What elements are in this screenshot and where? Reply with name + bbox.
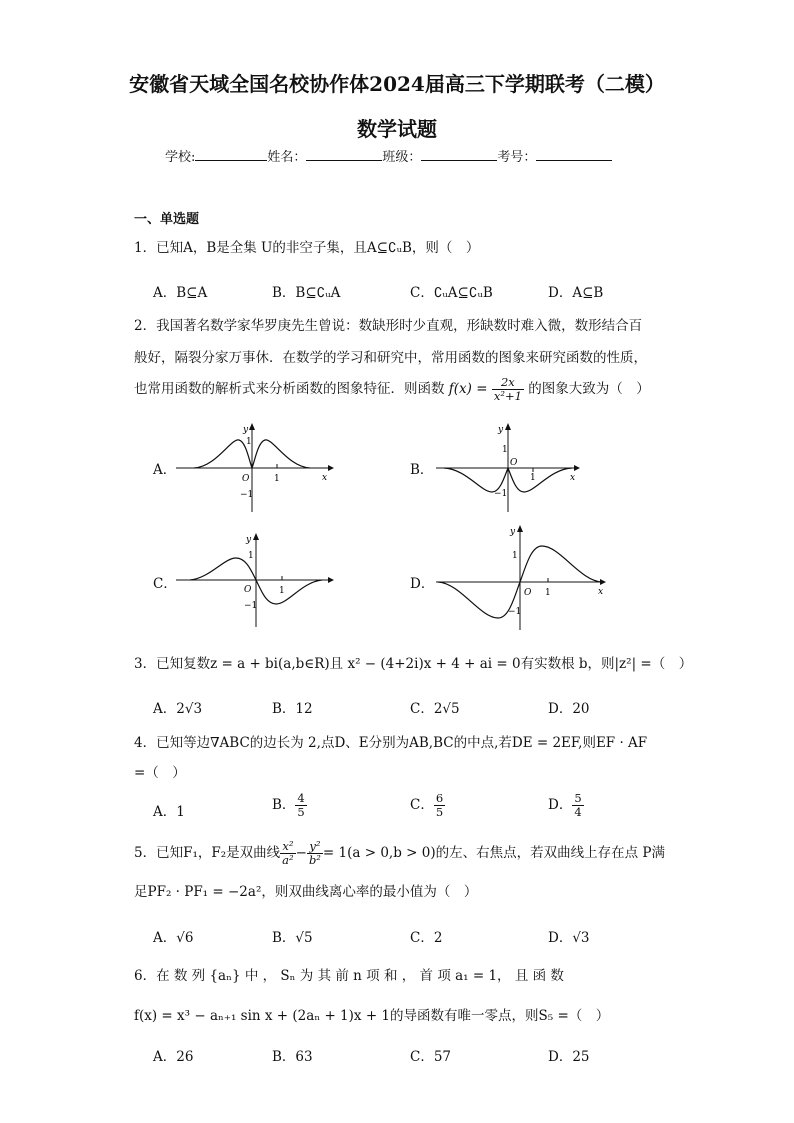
q4-option-c-den: 5 [435, 805, 444, 819]
q4-option-c-num: 6 [435, 791, 444, 805]
q2-line2: 般好，隔裂分家万事休．在数学的学习和研究中，常用函数的图象来研究函数的性质， [134, 350, 647, 366]
graph-c-y-minus-one: −1 [244, 601, 258, 611]
q4-option-c-frac [434, 792, 445, 819]
exam-title: 安徽省天域全国名校协作体2024届高三下学期联考（二模） [129, 72, 665, 96]
graph-a-y-label: y [243, 425, 249, 435]
graph-b-x-label: x [570, 473, 576, 483]
q4-option-c-label: C． [410, 797, 434, 813]
q4-option-b-num: 4 [297, 791, 305, 805]
q2-frac-num: 2x [492, 376, 524, 390]
q3-number: 3． [134, 656, 157, 672]
q5-text-post: = 1(a > 0,b > 0)的左、右焦点，若双曲线上存在点 P满 [322, 845, 665, 861]
school-label: 学校: [165, 150, 196, 165]
graph-b-x-arrow [574, 465, 580, 471]
graph-a-x-arrow [328, 465, 334, 471]
graph-a-y-one: 1 [246, 437, 252, 447]
section-heading: 一、单选题 [134, 212, 200, 227]
q5-frac2-num: y² [307, 840, 323, 854]
q4-option-d[interactable] [548, 792, 584, 819]
q4-option-b-den: 5 [297, 805, 305, 819]
q5-option-c[interactable]: C．2 [410, 930, 443, 946]
q1-option-a[interactable]: A．B⊆A [153, 285, 208, 301]
graph-d-origin: O [524, 588, 532, 598]
graph-a-y-minus-one: −1 [240, 490, 254, 500]
q5-frac1-num: x² [280, 840, 295, 854]
q4-option-d-den: 4 [574, 805, 582, 819]
q4-option-c[interactable] [410, 792, 445, 819]
q2-frac-den: x²+1 [493, 389, 522, 403]
graph-c-y-one: 1 [248, 551, 254, 561]
question-3 [134, 654, 692, 674]
graph-b-y-one: 1 [502, 445, 508, 455]
q5-frac-2 [307, 840, 323, 867]
id-label: 考号： [497, 150, 537, 165]
q1-option-b[interactable]: B．B⊆∁ᵤA [272, 285, 341, 301]
q1-text: 已知A，B是全集 U的非空子集，且A⊆∁ᵤB，则（ ） [156, 240, 480, 256]
class-label: 班级： [382, 150, 422, 165]
q2-number: 2． [134, 318, 157, 334]
q2-line3-pre: 也常用函数的解析式来分析函数的图象特征．则函数 [134, 381, 445, 397]
graph-c-origin: O [244, 585, 252, 595]
graph-b-y-label: y [498, 425, 504, 435]
graph-d-y-one: 1 [512, 551, 518, 561]
q6-option-d[interactable]: D．25 [548, 1049, 590, 1065]
graph-c-one: 1 [279, 586, 285, 596]
id-blank[interactable] [536, 146, 612, 161]
graph-d-x-label: x [598, 587, 604, 597]
q5-option-b[interactable]: B．√5 [272, 930, 313, 946]
q4-option-b-frac [295, 792, 306, 819]
q4-option-a-label: A． [153, 804, 177, 820]
graph-a-origin: O [242, 474, 250, 484]
q4-option-d-num: 5 [574, 791, 582, 805]
q2-func: f(x) = [448, 381, 488, 397]
graph-b-one: 1 [530, 473, 536, 483]
graph-d[interactable] [436, 522, 612, 630]
graph-a-x-label: x [322, 473, 328, 483]
q4-option-b-label: B． [272, 797, 296, 813]
q4-text2: =（ ） [134, 765, 186, 781]
q3-option-b[interactable]: B．12 [272, 701, 313, 717]
q3-text: 已知复数z = a + bi(a,b∈R)且 x² − (4+2i)x + 4 + ai = 0有实数根 b，则|z²| =（ ） [156, 656, 693, 672]
school-blank[interactable] [195, 146, 267, 161]
graph-a-one: 1 [274, 474, 280, 484]
q4-option-d-frac [572, 792, 583, 819]
q6-option-c[interactable]: C．57 [410, 1049, 452, 1065]
q5-text2: 足PF₂ · PF₁ = −2a²，则双曲线离心率的最小值为（ ） [134, 884, 478, 900]
q3-option-a[interactable]: A．2√3 [153, 701, 203, 717]
q2-option-b[interactable]: B． [410, 462, 434, 478]
graph-c[interactable] [176, 532, 336, 627]
question-6 [134, 966, 564, 986]
q2-option-c[interactable]: C． [153, 576, 177, 592]
q4-number: 4． [134, 735, 157, 751]
q4-text: 已知等边∇ABC的边长为 2,点D、E分别为AB,BC的中点,若DE = 2EF,则EF · AF [156, 735, 648, 751]
graph-c-y-arrow [253, 533, 259, 540]
graph-d-one: 1 [545, 588, 551, 598]
graph-c-x-arrow [328, 577, 334, 583]
graph-b-y-minus-one: −1 [494, 489, 508, 499]
question-2-line-1 [134, 316, 642, 336]
graph-b-origin: O [510, 458, 518, 468]
q5-frac2-den: b² [308, 853, 321, 867]
graph-a[interactable] [176, 420, 336, 512]
q5-number: 5． [134, 845, 157, 861]
q6-option-a[interactable]: A．26 [153, 1049, 194, 1065]
graph-c-y-label: y [246, 535, 252, 545]
exam-subtitle: 数学试题 [357, 117, 437, 141]
graph-b-y-arrow [505, 423, 511, 430]
q5-minus: − [295, 845, 307, 861]
q3-option-d[interactable]: D．20 [548, 701, 590, 717]
name-label: 姓名： [267, 150, 307, 165]
q4-option-a[interactable] [153, 800, 185, 820]
name-blank[interactable] [306, 146, 382, 161]
q6-text2: f(x) = x³ − aₙ₊₁ sin x + (2aₙ + 1)x + 1的导函数有唯一零点，则S₅ =（ ） [134, 1008, 610, 1024]
q5-text-pre: 已知F₁，F₂是双曲线 [156, 845, 281, 861]
graph-d-y-minus-one: −1 [508, 607, 522, 617]
q5-option-d[interactable]: D．√3 [548, 930, 590, 946]
q5-frac1-den: a² [282, 853, 294, 867]
q5-frac-1 [280, 840, 295, 867]
graph-d-y-arrow [517, 525, 523, 532]
graph-b[interactable] [436, 420, 586, 512]
q2-option-a[interactable]: A． [153, 462, 177, 478]
question-1 [134, 238, 479, 258]
q4-option-d-label: D． [548, 797, 573, 813]
question-5 [134, 840, 665, 867]
q1-option-c[interactable]: C．∁ᵤA⊆∁ᵤB [410, 285, 493, 301]
q2-option-d[interactable]: D． [410, 576, 435, 592]
question-4 [134, 733, 647, 753]
q2-line3-post: 的图象大致为（ ） [528, 381, 650, 397]
graph-a-y-arrow [249, 423, 255, 430]
q1-number: 1． [134, 240, 157, 256]
q3-option-c[interactable]: C．2√5 [410, 701, 460, 717]
question-2-line-3 [134, 376, 650, 403]
q6-option-b[interactable]: B．63 [272, 1049, 313, 1065]
q4-option-b[interactable] [272, 792, 307, 819]
class-blank[interactable] [421, 146, 497, 161]
q2-line1: 我国著名数学家华罗庚先生曾说：数缺形时少直观，形缺数时难入微，数形结合百 [156, 318, 643, 334]
q6-number: 6． [134, 968, 157, 984]
q6-text: 在 数 列 {aₙ} 中 ， Sₙ 为 其 前 n 项 和 ， 首 项 a₁ = 1， 且 函 数 [156, 968, 564, 984]
info-line [165, 146, 612, 165]
q4-option-a-value: 1 [176, 804, 185, 820]
q1-option-d[interactable]: D．A⊆B [548, 285, 604, 301]
graph-d-y-label: y [510, 527, 516, 537]
q2-fraction [492, 376, 524, 403]
q5-option-a[interactable]: A．√6 [153, 930, 194, 946]
